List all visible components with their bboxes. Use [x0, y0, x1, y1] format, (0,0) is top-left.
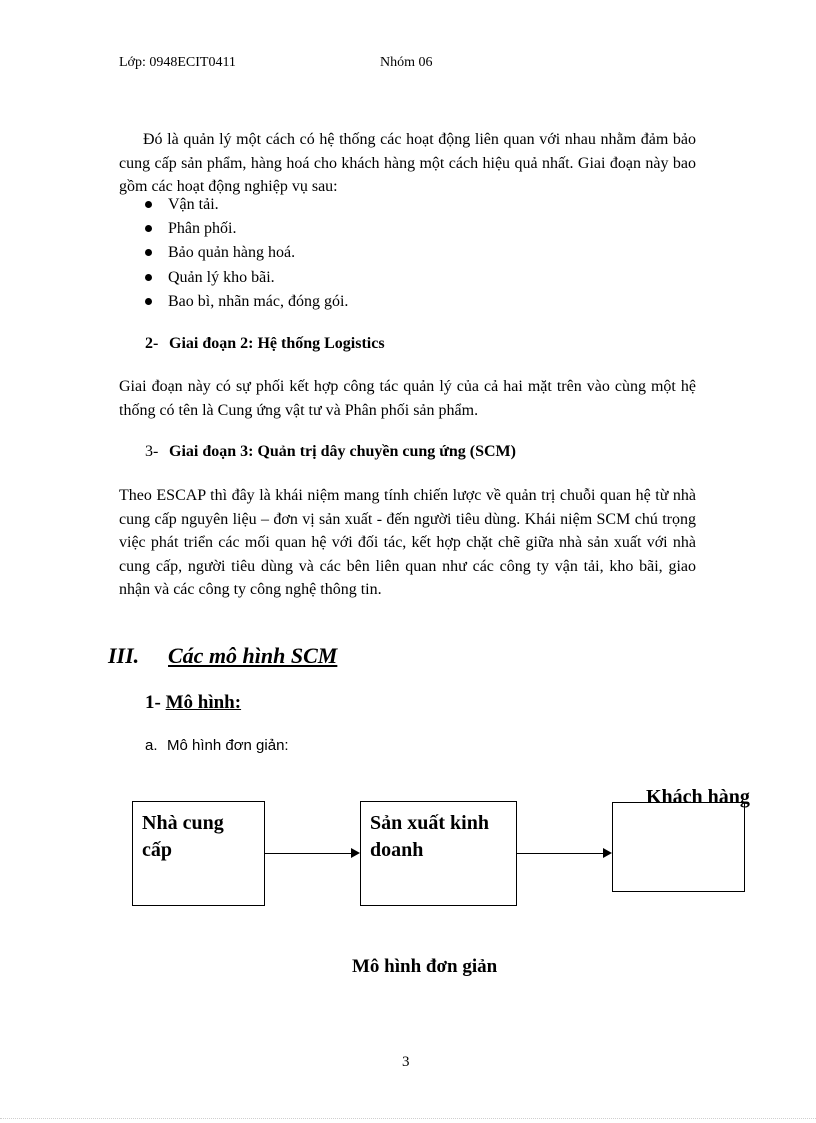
- list-item-text: Phân phối.: [168, 220, 237, 238]
- subsection-a-heading: [145, 737, 289, 754]
- stage3-number: 3-: [145, 443, 159, 460]
- header-group: Nhóm 06: [380, 55, 433, 70]
- supplier-label-line1: Nhà cung: [142, 812, 224, 834]
- subsection1-heading: [145, 692, 241, 714]
- stage2-title: Giai đoạn 2: Hệ thống Logistics: [169, 335, 385, 352]
- stage2-number: 2-: [145, 335, 159, 352]
- bullet-icon: [145, 225, 152, 232]
- supplier-box: [132, 801, 265, 906]
- subsection1-title: Mô hình:: [165, 692, 242, 713]
- customer-box: [612, 802, 745, 892]
- subsection-a-letter: a.: [145, 737, 158, 754]
- header-class: Lớp: 0948ECIT0411: [119, 55, 236, 70]
- supplier-label: [142, 810, 224, 864]
- list-item: [145, 193, 348, 217]
- page-number: 3: [402, 1054, 410, 1070]
- list-item: [145, 266, 348, 290]
- section3-number: III.: [108, 643, 140, 668]
- bullet-icon: [145, 201, 152, 208]
- section3-title: Các mô hình SCM: [168, 643, 338, 668]
- list-item-text: Bảo quản hàng hoá.: [168, 244, 296, 262]
- intro-paragraph: Đó là quản lý một cách có hệ thống các hoạt động liên quan với nhau nhằm đảm bảo cung cấp sản phẩm, hàng hoá cho khách hàng một cách hiệu quả nhất. Giai đoạn này bao gồm các hoạt động nghiệp vụ sau:: [119, 131, 696, 195]
- list-item: [145, 241, 348, 265]
- subsection-a-title: Mô hình đơn giản:: [167, 737, 289, 754]
- customer-label: Khách hàng: [646, 786, 750, 808]
- list-item: [145, 290, 348, 314]
- production-label-line1: Sản xuất kinh: [370, 812, 489, 834]
- bullet-icon: [145, 274, 152, 281]
- bullet-icon: [145, 298, 152, 305]
- stage3-paragraph: Theo ESCAP thì đây là khái niệm mang tính chiến lược về quản trị chuỗi quan hệ từ nhà cung cấp nguyên liệu – đơn vị sản xuất - đến người tiêu dùng. Khái niệm SCM chú trọng việc phát triển các mối quan hệ với đối tác, kết hợp chặt chẽ giữa nhà sản xuất với nhà cung cấp, người tiêu dùng và các bên liên quan như các công ty vận tải, kho bãi, giao nhận và các công ty công nghệ thông tin.: [119, 487, 696, 598]
- section3-heading: [108, 643, 337, 669]
- list-item-text: Vận tải.: [168, 196, 219, 213]
- stage2-heading: [145, 335, 385, 353]
- arrow-supplier-to-production: [265, 853, 358, 854]
- page-bottom-divider: [0, 1118, 816, 1119]
- bullet-icon: [145, 249, 152, 256]
- production-box: [360, 801, 517, 906]
- stage3-heading: [145, 443, 516, 461]
- list-item-text: Quản lý kho bãi.: [168, 268, 275, 286]
- list-item: [145, 217, 348, 241]
- subsection1-number: 1-: [145, 692, 161, 713]
- production-label-line2: doanh: [370, 839, 424, 861]
- stage3-title: Giai đoạn 3: Quản trị dây chuyền cung ứng (SCM): [169, 443, 516, 460]
- arrow-production-to-customer: [517, 853, 610, 854]
- stage2-paragraph: Giai đoạn này có sự phối kết hợp công tác quản lý của cả hai mặt trên vào cùng một hệ thống có tên là Cung ứng vật tư và Phân phối sản phẩm.: [119, 378, 696, 419]
- list-item-text: Bao bì, nhãn mác, đóng gói.: [168, 292, 349, 310]
- activity-list: [145, 193, 348, 314]
- supplier-label-line2: cấp: [142, 839, 172, 861]
- production-label: [370, 810, 489, 864]
- diagram-caption: Mô hình đơn giản: [352, 956, 498, 977]
